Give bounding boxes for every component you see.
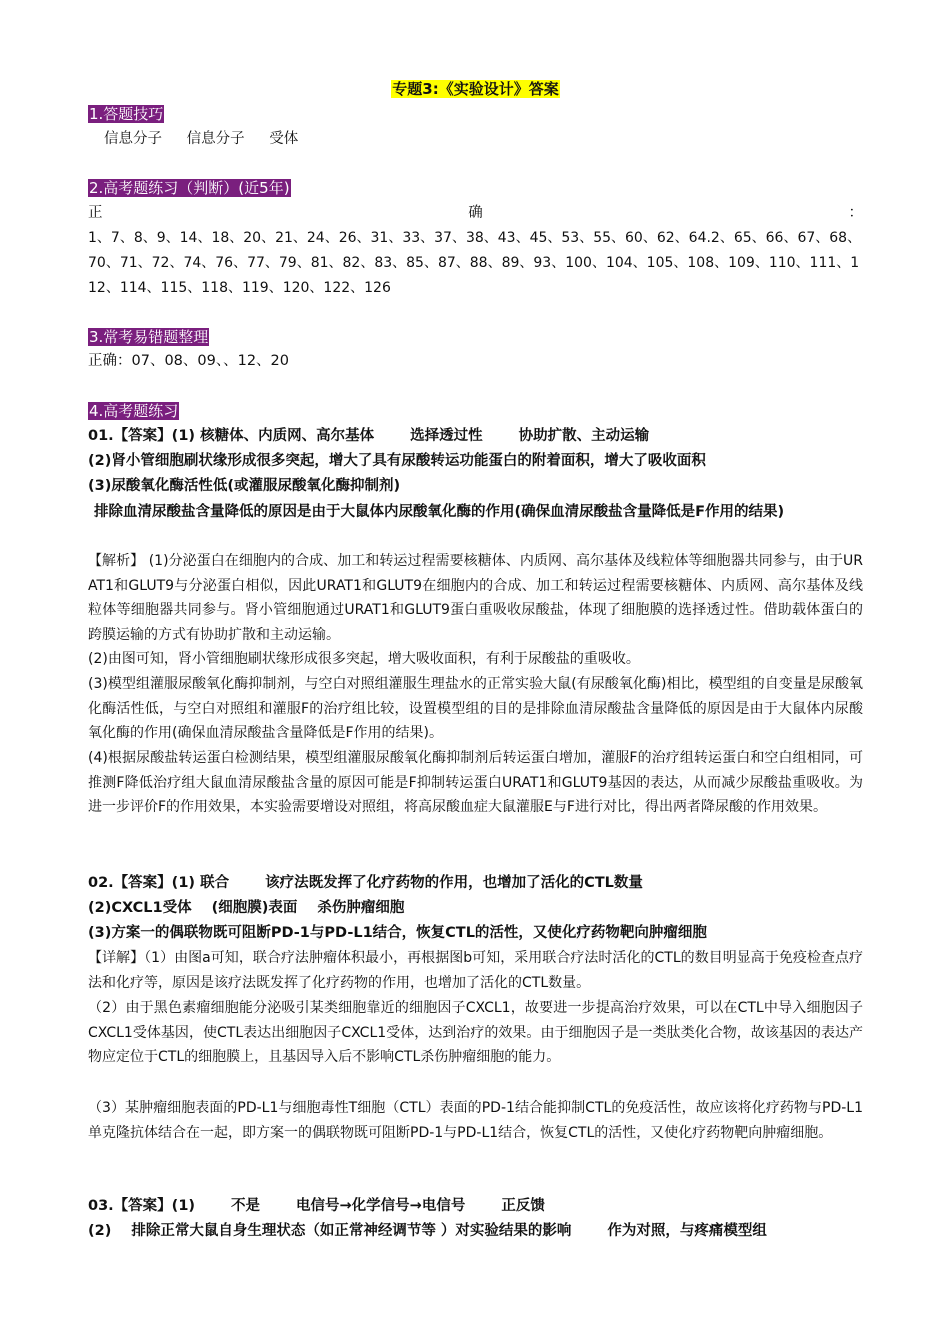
q01-answer-2: (2)肾小管细胞刷状缘形成很多突起，增大了具有尿酸转运功能蛋白的附着面积，增大了吸收面积 — [88, 453, 706, 469]
section-2-number-list: 1、7、8、9、14、18、20、21、24、26、31、33、37、38、43、45、53、55、60、62、64.2、65、66、67、68、70、71、72、74、76、77、79、81、82、83、85、87、88、89、93、100、104、105、108、109、110、111、112、114、115、118、119、120、122、126 — [88, 230, 862, 296]
q02-answer-3: (3)方案一的偶联物既可阻断PD-1与PD-L1结合，恢复CTL的活性，又使化疗药物靶向肿瘤细胞 — [88, 925, 707, 941]
answer-item: 信息分子 — [104, 131, 162, 147]
q01-explanation-1: 【解析】 (1)分泌蛋白在细胞内的合成、加工和转运过程需要核糖体、内质网、高尔基体及线粒体等细胞器共同参与，由于URAT1和GLUT9与分泌蛋白相似，因此URAT1和GLUT9在细胞内的合成、加工和转运过程需要核糖体、内质网、高尔基体及线粒体等细胞器共同参与。肾小管细胞通过URAT1和GLUT9蛋白重吸收尿酸盐，体现了细胞膜的选择透过性。借助载体蛋白的跨膜运输的方式有协助扩散和主动运输。 — [88, 553, 863, 643]
q02-answer-2: (2)CXCL1受体 (细胞膜)表面 杀伤肿瘤细胞 — [88, 900, 405, 916]
section-4-heading: 4.高考题练习 — [89, 402, 179, 420]
section-3-heading: 3.常考易错题整理 — [89, 328, 209, 346]
q02-explanation-3: （3）某肿瘤细胞表面的PD-L1与细胞毒性T细胞（CTL）表面的PD-1结合能抑制CTL的免疫活性，故应该将化疗药物与PD-L1单克隆抗体结合在一起，即方案一的偶联物既可阻断PD-1与PD-L1结合，恢复CTL的活性，又使化疗药物靶向肿瘤细胞。 — [88, 1100, 863, 1141]
q01-explanation-2: (2)由图可知，肾小管细胞刷状缘形成很多突起，增大吸收面积，有利于尿酸盐的重吸收。 — [88, 651, 640, 667]
q01-explanation-4: (4)根据尿酸盐转运蛋白检测结果，模型组灌服尿酸氧化酶抑制剂后转运蛋白增加，灌服F的治疗组转运蛋白和空白组相同，可推测F降低治疗组大鼠血清尿酸盐含量的原因可能是F抑制转运蛋白URAT1和GLUT9基因的表达，从而减少尿酸盐重吸收。为进一步评价F的作用效果，本实验需要增设对照组，将高尿酸血症大鼠灌服E与F进行对比，得出两者降尿酸的作用效果。 — [88, 750, 863, 815]
section-1-answers — [104, 128, 298, 150]
q02-explanation-1: 【详解】（1）由图a可知，联合疗法肿瘤体积最小，再根据图b可知，采用联合疗法时活化的CTL的数目明显高于免疫检查点疗法和化疗等，原因是该疗法既发挥了化疗药物的作用，也增加了活化的CTL数量。 — [88, 950, 863, 991]
q03-answer-1: 03.【答案】(1) 不是 电信号→化学信号→电信号 正反馈 — [88, 1198, 545, 1214]
section-3-text: 正确：07、08、09、、12、20 — [88, 353, 290, 369]
answer-item: 信息分子 — [186, 131, 245, 147]
q02-answer-1: 02.【答案】(1) 联合 该疗法既发挥了化疗药物的作用，也增加了活化的CTL数量 — [88, 875, 643, 891]
q01-answer-4: 排除血清尿酸盐含量降低的原因是由于大鼠体内尿酸氧化酶的作用(确保血清尿酸盐含量降低是F作用的结果) — [94, 504, 785, 520]
section-1-heading: 1.答题技巧 — [89, 105, 164, 123]
q03-answer-2: (2) 排除正常大鼠自身生理状态（如正常神经调节等 ）对实验结果的影响 作为对照，与疼痛模型组 — [88, 1223, 767, 1239]
page-title: 专题3:《实验设计》答案 — [392, 80, 559, 98]
q01-answer-1: 01.【答案】(1) 核糖体、内质网、高尔基体 选择透过性 协助扩散、主动运输 — [88, 428, 650, 444]
answer-item: 受体 — [269, 131, 299, 147]
q01-answer-3: (3)尿酸氧化酶活性低(或灌服尿酸氧化酶抑制剂) — [88, 478, 401, 494]
q02-explanation-2: （2）由于黑色素瘤细胞能分泌吸引某类细胞靠近的细胞因子CXCL1，故要进一步提高治疗效果，可以在CTL中导入细胞因子CXCL1受体基因，使CTL表达出细胞因子CXCL1受体，达到治疗的效果。由于细胞因子是一类肽类化合物，故该基因的表达产物应定位于CTL的细胞膜上，且基因导入后不影响CTL杀伤肿瘤细胞的能力。 — [88, 1000, 863, 1065]
section-2-label: 正 确 ： — [88, 205, 863, 221]
q01-explanation-3: (3)模型组灌服尿酸氧化酶抑制剂，与空白对照组灌服生理盐水的正常实验大鼠(有尿酸氧化酶)相比，模型组的自变量是尿酸氧化酶活性低，与空白对照组和灌服F的治疗组比较，设置模型组的目的是排除血清尿酸盐含量降低的原因是由于大鼠体内尿酸氧化酶的作用(确保血清尿酸盐含量降低是F作用的结果)。 — [88, 676, 863, 741]
section-2-heading: 2.高考题练习（判断）(近5年) — [89, 179, 290, 197]
